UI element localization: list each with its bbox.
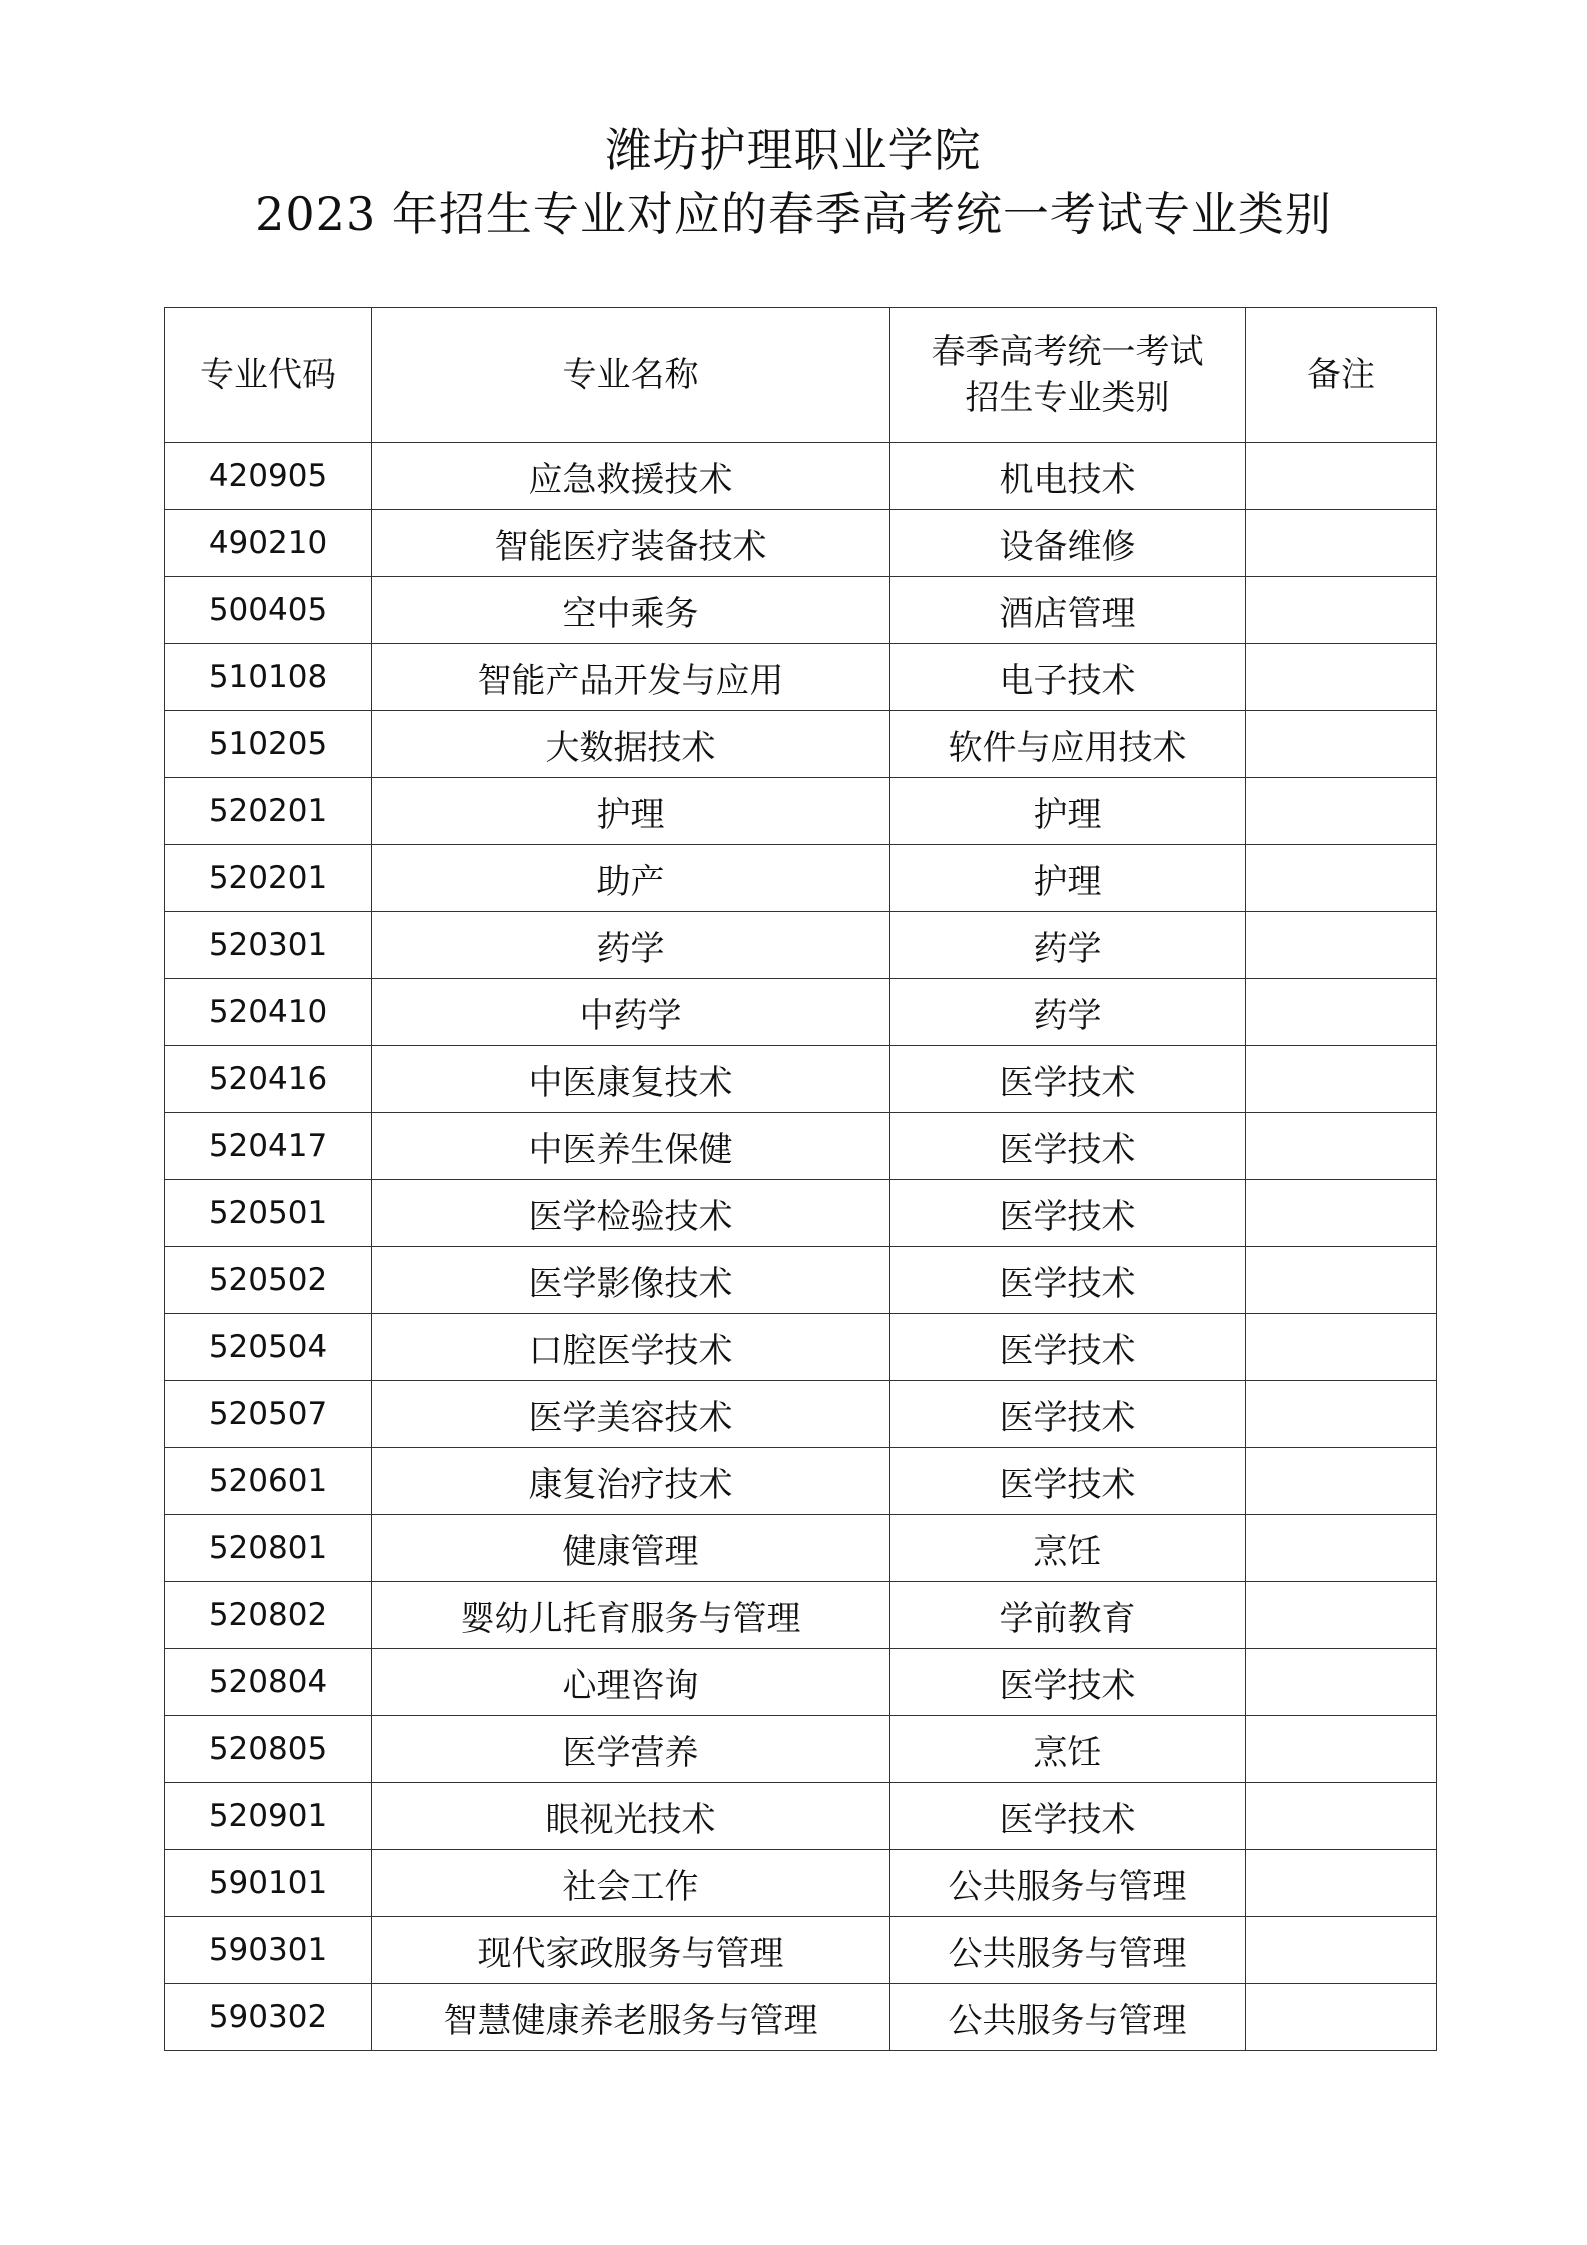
cell-name: 智能产品开发与应用 bbox=[372, 644, 890, 711]
cell-remark bbox=[1246, 443, 1437, 510]
cell-category: 药学 bbox=[890, 979, 1246, 1046]
cell-category: 医学技术 bbox=[890, 1448, 1246, 1515]
table-row bbox=[165, 1180, 1437, 1247]
cell-remark bbox=[1246, 1783, 1437, 1850]
table-row bbox=[165, 845, 1437, 912]
cell-code: 510108 bbox=[165, 644, 372, 711]
cell-category: 学前教育 bbox=[890, 1582, 1246, 1649]
cell-remark bbox=[1246, 1984, 1437, 2051]
table-row bbox=[165, 1314, 1437, 1381]
cell-remark bbox=[1246, 1046, 1437, 1113]
cell-name: 心理咨询 bbox=[372, 1649, 890, 1716]
cell-category: 医学技术 bbox=[890, 1381, 1246, 1448]
document-subtitle: 2023 年招生专业对应的春季高考统一考试专业类别 bbox=[255, 187, 1332, 241]
cell-name: 应急救援技术 bbox=[372, 443, 890, 510]
header-code: 专业代码 bbox=[165, 308, 372, 443]
cell-category: 医学技术 bbox=[890, 1314, 1246, 1381]
cell-category: 医学技术 bbox=[890, 1046, 1246, 1113]
document-title: 潍坊护理职业学院 bbox=[605, 123, 982, 177]
cell-category: 医学技术 bbox=[890, 1783, 1246, 1850]
cell-remark bbox=[1246, 979, 1437, 1046]
cell-category: 医学技术 bbox=[890, 1113, 1246, 1180]
cell-name: 口腔医学技术 bbox=[372, 1314, 890, 1381]
table-row bbox=[165, 711, 1437, 778]
cell-category: 公共服务与管理 bbox=[890, 1984, 1246, 2051]
cell-code: 590301 bbox=[165, 1917, 372, 1984]
cell-code: 520805 bbox=[165, 1716, 372, 1783]
table-header-row bbox=[165, 308, 1437, 443]
cell-code: 520201 bbox=[165, 778, 372, 845]
table-row bbox=[165, 1381, 1437, 1448]
cell-remark bbox=[1246, 1180, 1437, 1247]
cell-code: 520901 bbox=[165, 1783, 372, 1850]
cell-remark bbox=[1246, 778, 1437, 845]
cell-code: 420905 bbox=[165, 443, 372, 510]
cell-name: 中医养生保健 bbox=[372, 1113, 890, 1180]
table-row bbox=[165, 1850, 1437, 1917]
table-row bbox=[165, 1515, 1437, 1582]
cell-name: 智能医疗装备技术 bbox=[372, 510, 890, 577]
cell-code: 520801 bbox=[165, 1515, 372, 1582]
cell-category: 酒店管理 bbox=[890, 577, 1246, 644]
cell-name: 大数据技术 bbox=[372, 711, 890, 778]
table-row bbox=[165, 1582, 1437, 1649]
table-row bbox=[165, 1046, 1437, 1113]
table-row bbox=[165, 1716, 1437, 1783]
cell-remark bbox=[1246, 1917, 1437, 1984]
table-row bbox=[165, 1448, 1437, 1515]
cell-code: 520416 bbox=[165, 1046, 372, 1113]
cell-category: 烹饪 bbox=[890, 1515, 1246, 1582]
cell-name: 现代家政服务与管理 bbox=[372, 1917, 890, 1984]
cell-code: 520502 bbox=[165, 1247, 372, 1314]
cell-code: 520201 bbox=[165, 845, 372, 912]
cell-code: 510205 bbox=[165, 711, 372, 778]
cell-name: 婴幼儿托育服务与管理 bbox=[372, 1582, 890, 1649]
cell-name: 健康管理 bbox=[372, 1515, 890, 1582]
header-category-line1: 春季高考统一考试 bbox=[931, 332, 1204, 372]
table-row bbox=[165, 1247, 1437, 1314]
cell-remark bbox=[1246, 644, 1437, 711]
cell-remark bbox=[1246, 912, 1437, 979]
majors-table-container bbox=[164, 307, 1436, 2051]
cell-code: 490210 bbox=[165, 510, 372, 577]
cell-category: 公共服务与管理 bbox=[890, 1917, 1246, 1984]
cell-remark bbox=[1246, 577, 1437, 644]
cell-code: 520507 bbox=[165, 1381, 372, 1448]
cell-remark bbox=[1246, 510, 1437, 577]
cell-name: 眼视光技术 bbox=[372, 1783, 890, 1850]
cell-remark bbox=[1246, 1448, 1437, 1515]
cell-name: 助产 bbox=[372, 845, 890, 912]
cell-remark bbox=[1246, 1314, 1437, 1381]
cell-code: 520410 bbox=[165, 979, 372, 1046]
table-row bbox=[165, 778, 1437, 845]
table-row bbox=[165, 1113, 1437, 1180]
cell-category: 机电技术 bbox=[890, 443, 1246, 510]
cell-code: 520501 bbox=[165, 1180, 372, 1247]
cell-remark bbox=[1246, 845, 1437, 912]
header-category-line2: 招生专业类别 bbox=[965, 378, 1170, 418]
cell-remark bbox=[1246, 1381, 1437, 1448]
cell-remark bbox=[1246, 711, 1437, 778]
table-row bbox=[165, 510, 1437, 577]
cell-category: 医学技术 bbox=[890, 1180, 1246, 1247]
cell-category: 护理 bbox=[890, 845, 1246, 912]
cell-code: 520417 bbox=[165, 1113, 372, 1180]
table-row bbox=[165, 1984, 1437, 2051]
cell-name: 智慧健康养老服务与管理 bbox=[372, 1984, 890, 2051]
cell-name: 中药学 bbox=[372, 979, 890, 1046]
cell-name: 医学检验技术 bbox=[372, 1180, 890, 1247]
cell-code: 520804 bbox=[165, 1649, 372, 1716]
cell-code: 520601 bbox=[165, 1448, 372, 1515]
cell-name: 空中乘务 bbox=[372, 577, 890, 644]
cell-remark bbox=[1246, 1582, 1437, 1649]
table-row bbox=[165, 979, 1437, 1046]
cell-category: 医学技术 bbox=[890, 1649, 1246, 1716]
header-remark: 备注 bbox=[1246, 308, 1437, 443]
cell-remark bbox=[1246, 1515, 1437, 1582]
cell-code: 500405 bbox=[165, 577, 372, 644]
cell-code: 590302 bbox=[165, 1984, 372, 2051]
cell-remark bbox=[1246, 1649, 1437, 1716]
table-row bbox=[165, 644, 1437, 711]
header-name: 专业名称 bbox=[372, 308, 890, 443]
table-row bbox=[165, 577, 1437, 644]
cell-name: 医学营养 bbox=[372, 1716, 890, 1783]
cell-name: 医学美容技术 bbox=[372, 1381, 890, 1448]
table-row bbox=[165, 443, 1437, 510]
cell-remark bbox=[1246, 1716, 1437, 1783]
table-body bbox=[165, 443, 1437, 2051]
cell-remark bbox=[1246, 1247, 1437, 1314]
table-row bbox=[165, 912, 1437, 979]
cell-category: 护理 bbox=[890, 778, 1246, 845]
cell-code: 520301 bbox=[165, 912, 372, 979]
header-category bbox=[890, 308, 1246, 443]
table-row bbox=[165, 1917, 1437, 1984]
majors-table bbox=[164, 307, 1437, 2051]
cell-name: 药学 bbox=[372, 912, 890, 979]
cell-name: 护理 bbox=[372, 778, 890, 845]
cell-category: 公共服务与管理 bbox=[890, 1850, 1246, 1917]
cell-category: 电子技术 bbox=[890, 644, 1246, 711]
cell-category: 软件与应用技术 bbox=[890, 711, 1246, 778]
cell-name: 中医康复技术 bbox=[372, 1046, 890, 1113]
table-row bbox=[165, 1783, 1437, 1850]
cell-remark bbox=[1246, 1850, 1437, 1917]
cell-name: 康复治疗技术 bbox=[372, 1448, 890, 1515]
cell-category: 烹饪 bbox=[890, 1716, 1246, 1783]
cell-category: 设备维修 bbox=[890, 510, 1246, 577]
cell-code: 520802 bbox=[165, 1582, 372, 1649]
cell-remark bbox=[1246, 1113, 1437, 1180]
cell-category: 医学技术 bbox=[890, 1247, 1246, 1314]
table-row bbox=[165, 1649, 1437, 1716]
cell-category: 药学 bbox=[890, 912, 1246, 979]
cell-code: 520504 bbox=[165, 1314, 372, 1381]
cell-code: 590101 bbox=[165, 1850, 372, 1917]
cell-name: 社会工作 bbox=[372, 1850, 890, 1917]
cell-name: 医学影像技术 bbox=[372, 1247, 890, 1314]
